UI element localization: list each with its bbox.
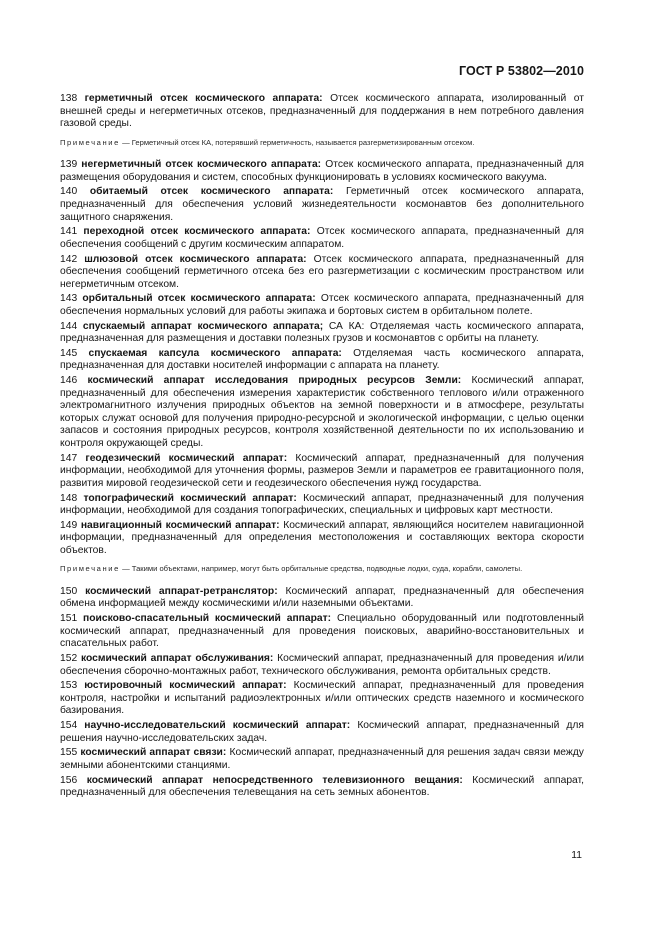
term-title: герметичный отсек космического аппарата:: [84, 93, 323, 104]
term-title: спускаемый аппарат космического аппарата;: [82, 320, 324, 332]
term-definition: СА КА: Отделяемая часть космического аппарата, предназначенная для размещения и доставки полезных грузов и космонавтов с орбиты на планету.: [60, 320, 584, 345]
term-title: переходной отсек космического аппарата:: [83, 226, 311, 238]
term-definition: Специально оборудованный или подготовленный космический аппарат, предназначенный для проведения поисковых, аварийно-восстановительных и спасательных работ.: [60, 613, 584, 650]
term-number: 156: [60, 774, 78, 786]
term-number: 146: [60, 375, 78, 387]
note-label: Примечание: [60, 137, 120, 147]
term-title: поисково-спасательный космический аппарат:: [83, 613, 332, 625]
term-entry: [60, 293, 584, 318]
term-entry: [60, 653, 584, 678]
term-entry: [60, 348, 584, 373]
term-title: навигационный космический аппарат:: [80, 519, 280, 531]
term-definition: Отсек космического аппарата, изолированный от внешней среды и негерметичных отсеков, предназначенный для поддержания в нем потребного давления газовой среды.: [60, 93, 584, 130]
term-number: 150: [60, 585, 78, 597]
term-number: 142: [60, 253, 78, 265]
note-text: — Такими объектами, например, могут быть орбитальные средства, подводные лодки, суда, корабли, самолеты.: [122, 564, 523, 574]
term-entry: [60, 493, 584, 518]
term-number: 143: [60, 293, 78, 305]
term-number: 147: [60, 452, 78, 464]
note-text: — Герметичный отсек КА, потерявший герметичность, называется разгерметизированным отсеком.: [122, 137, 475, 147]
term-title: космический аппарат исследования природных ресурсов Земли:: [87, 375, 462, 387]
entry-list-3: [60, 586, 584, 800]
term-title: топографический космический аппарат:: [83, 492, 297, 504]
term-definition: Отделяемая часть космического аппарата, предназначенная для доставки носителей информации с аппарата на планету.: [60, 347, 584, 372]
term-definition: Отсек космического аппарата, предназначенный для обеспечения сообщений с другим космическим аппаратом.: [60, 226, 584, 250]
term-definition: Отсек космического аппарата, предназначенный для обеспечения нормальных условий для работы экипажа и бортовых систем в орбитальном полете.: [60, 293, 584, 317]
term-title: негерметичный отсек космического аппарата:: [81, 159, 322, 171]
term-number: 139: [60, 159, 78, 171]
term-title: обитаемый отсек космического аппарата:: [89, 186, 334, 198]
term-entry: [60, 226, 584, 251]
note-label: Примечание: [60, 564, 120, 574]
term-number: 155: [60, 747, 78, 759]
term-entry: [60, 186, 584, 224]
term-number: 148: [60, 492, 78, 504]
page-number: 11: [571, 850, 582, 861]
term-entry: [60, 520, 584, 558]
term-definition: Космический аппарат, предназначенный для решения задач связи между земными абонентскими станциями.: [60, 747, 584, 771]
term-definition: Космический аппарат, предназначенный для обеспечения телевещания на сеть земных абонентов.: [60, 774, 584, 799]
term-number: 152: [60, 653, 78, 665]
term-number: 144: [60, 320, 78, 332]
term-number: 151: [60, 613, 78, 625]
term-title: шлюзовой отсек космического аппарата:: [84, 253, 307, 265]
term-entry: [60, 321, 584, 346]
term-title: космический аппарат непосредственного телевизионного вещания:: [86, 774, 463, 786]
term-number: 154: [60, 720, 78, 732]
term-title: космический аппарат обслуживания:: [80, 653, 274, 665]
entry-list-1: [60, 93, 584, 131]
document-body: [60, 93, 584, 802]
term-definition: Космический аппарат, предназначенный для обеспечения измерения характеристик собственного теплового и/или отраженного электромагнитного излучения природных объектов на земной поверхности и в атмосфере, результаты которых служат основой для получения природно-ресурсной и экологической информации, с целью оценки запасов и состояния природных ресурсов, контроля хозяйственной деятельности по их использованию и контроля окружающей среды.: [60, 375, 584, 449]
term-title: юстировочный космический аппарат:: [84, 680, 287, 692]
note-1: [60, 137, 584, 149]
term-title: спускаемая капсула космического аппарата:: [88, 347, 342, 359]
term-entry: [60, 159, 584, 184]
term-definition: Космический аппарат, предназначенный для решения научно-исследовательских задач.: [60, 720, 584, 744]
term-number: 153: [60, 680, 78, 692]
term-definition: Космический аппарат, являющийся носителем навигационной информации, предназначенный для определения местоположения и составляющих вектора скорости объектов.: [60, 519, 584, 556]
term-definition: Космический аппарат, предназначенный для обеспечения обмена информацией между космическими и/или наземными объектами.: [60, 585, 584, 610]
term-entry: [60, 453, 584, 491]
term-definition: Герметичный отсек космического аппарата, предназначенный для обеспечения условий жизнедеятельности космонавтов без дополнительного защитного снаряжения.: [60, 186, 584, 223]
term-entry: [60, 375, 584, 450]
document-code: ГОСТ Р 53802—2010: [458, 64, 584, 78]
term-definition: Отсек космического аппарата, предназначенный для обеспечения сообщений герметичного отсека без его разгерметизации с космическим пространством или негерметичным отсеком.: [60, 253, 584, 290]
term-definition: Космический аппарат, предназначенный для проведения и/или обеспечения сборочно-монтажных работ, технического обслуживания, ремонта орбитальных средств.: [60, 653, 584, 677]
term-entry: [60, 747, 584, 772]
term-entry: [60, 93, 584, 131]
term-title: орбитальный отсек космического аппарата:: [82, 293, 316, 305]
term-entry: [60, 680, 584, 718]
term-entry: [60, 720, 584, 745]
term-entry: [60, 586, 584, 611]
term-title: космический аппарат-ретранслятор:: [85, 585, 278, 597]
term-number: 140: [60, 186, 78, 198]
term-number: 145: [60, 347, 78, 359]
term-definition: Космический аппарат, предназначенный для проведения контроля, настройки и испытаний радиоэлектронных и/или оптических средств наземного и космического базирования.: [60, 680, 584, 717]
term-entry: [60, 613, 584, 651]
term-title: геодезический космический аппарат:: [85, 452, 288, 464]
term-number: 149: [60, 519, 78, 531]
term-number: 141: [60, 226, 78, 238]
entry-list-2: [60, 159, 584, 557]
note-2: [60, 563, 584, 575]
term-title: научно-исследовательский космический аппарат:: [84, 720, 351, 732]
term-entry: [60, 254, 584, 292]
term-entry: [60, 775, 584, 800]
term-definition: Отсек космического аппарата, предназначенный для размещения оборудования и систем, способных функционировать в условиях космического вакуума.: [60, 159, 584, 183]
term-definition: Космический аппарат, предназначенный для получения информации, необходимой для уточнения формы, размеров Земли и параметров ее гравитационного поля, развития мировой геодезической сети и геодезического обеспечения нужд государства.: [60, 452, 584, 489]
term-number: 138: [60, 93, 78, 104]
term-title: космический аппарат связи:: [80, 747, 227, 759]
term-definition: Космический аппарат, предназначенный для получения информации, необходимой для создания топографических, специальных и цифровых карт местности.: [60, 492, 584, 517]
